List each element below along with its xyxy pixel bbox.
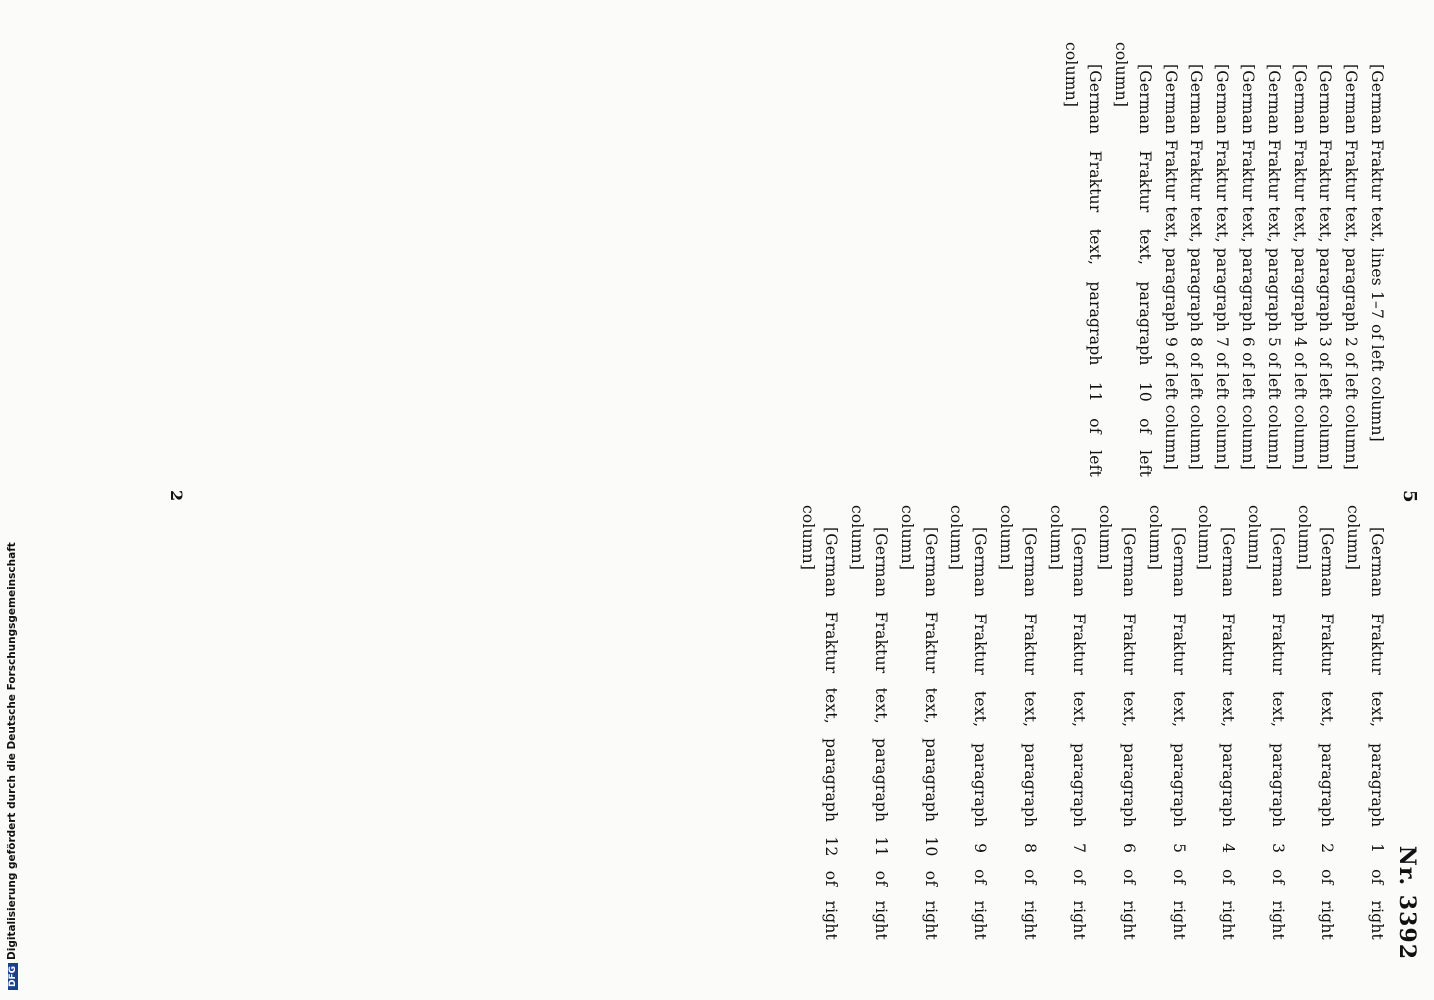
paragraph: [German Fraktur text, paragraph 6 of right column] — [1096, 505, 1139, 940]
paragraph: [German Fraktur text, paragraph 8 of right column] — [997, 505, 1039, 940]
rotated-page-wrapper — [148, 20, 1418, 980]
paragraph: [German Fraktur text, paragraph 8 of left column] — [1187, 64, 1206, 470]
paragraph: [German Fraktur text, paragraph 5 of left column] — [1264, 64, 1283, 470]
sheet-signature: 2 — [167, 490, 186, 502]
text-column-right — [793, 505, 1388, 940]
paragraph: [German Fraktur text, paragraph 3 of right column] — [1245, 505, 1287, 940]
paragraph: [German Fraktur text, paragraph 6 of left column] — [1239, 64, 1258, 470]
paragraph: [German Fraktur text, paragraph 9 of right column] — [947, 505, 990, 940]
dfg-logo: DFG — [8, 963, 18, 990]
paragraph: [German Fraktur text, paragraph 3 of left column] — [1316, 64, 1335, 470]
paragraph: [German Fraktur text, paragraph 12 of right column] — [798, 505, 841, 940]
paragraph: [German Fraktur text, paragraph 2 of left column] — [1342, 64, 1361, 470]
paragraph: [German Fraktur text, paragraph 4 of left column] — [1290, 64, 1309, 470]
paragraph: [German Fraktur text, paragraph 7 of left column] — [1213, 64, 1232, 470]
paragraph: [German Fraktur text, paragraph 2 of right column] — [1294, 505, 1337, 940]
digitization-credit-text: Digitalisierung gefördert durch die Deutsche Forschungsgemeinschaft — [6, 542, 18, 960]
page-number: 5 — [1399, 490, 1420, 503]
paragraph: [German Fraktur text, paragraph 1 of right column] — [1344, 505, 1386, 940]
paragraph: [German Fraktur text, paragraph 9 of left column] — [1161, 64, 1180, 470]
rotated-page-content — [148, 20, 1418, 980]
document-number: Nr. 3392 — [1394, 845, 1420, 960]
paragraph: [German Fraktur text, paragraph 11 of left column] — [1062, 42, 1105, 477]
paragraph: [German Fraktur text, paragraph 7 of right column] — [1046, 505, 1089, 940]
text-column-left — [1057, 42, 1388, 477]
paragraph: [German Fraktur text, lines 1–7 of left column] — [1368, 64, 1386, 442]
paragraph: [German Fraktur text, paragraph 10 of right column] — [897, 505, 940, 940]
digitization-credit — [6, 542, 20, 990]
paragraph: [German Fraktur text, paragraph 11 of right column] — [848, 505, 891, 940]
paragraph: [German Fraktur text, paragraph 4 of right column] — [1195, 505, 1238, 940]
paragraph: [German Fraktur text, paragraph 5 of right column] — [1145, 505, 1188, 940]
paragraph: [German Fraktur text, paragraph 10 of left column] — [1112, 42, 1154, 477]
